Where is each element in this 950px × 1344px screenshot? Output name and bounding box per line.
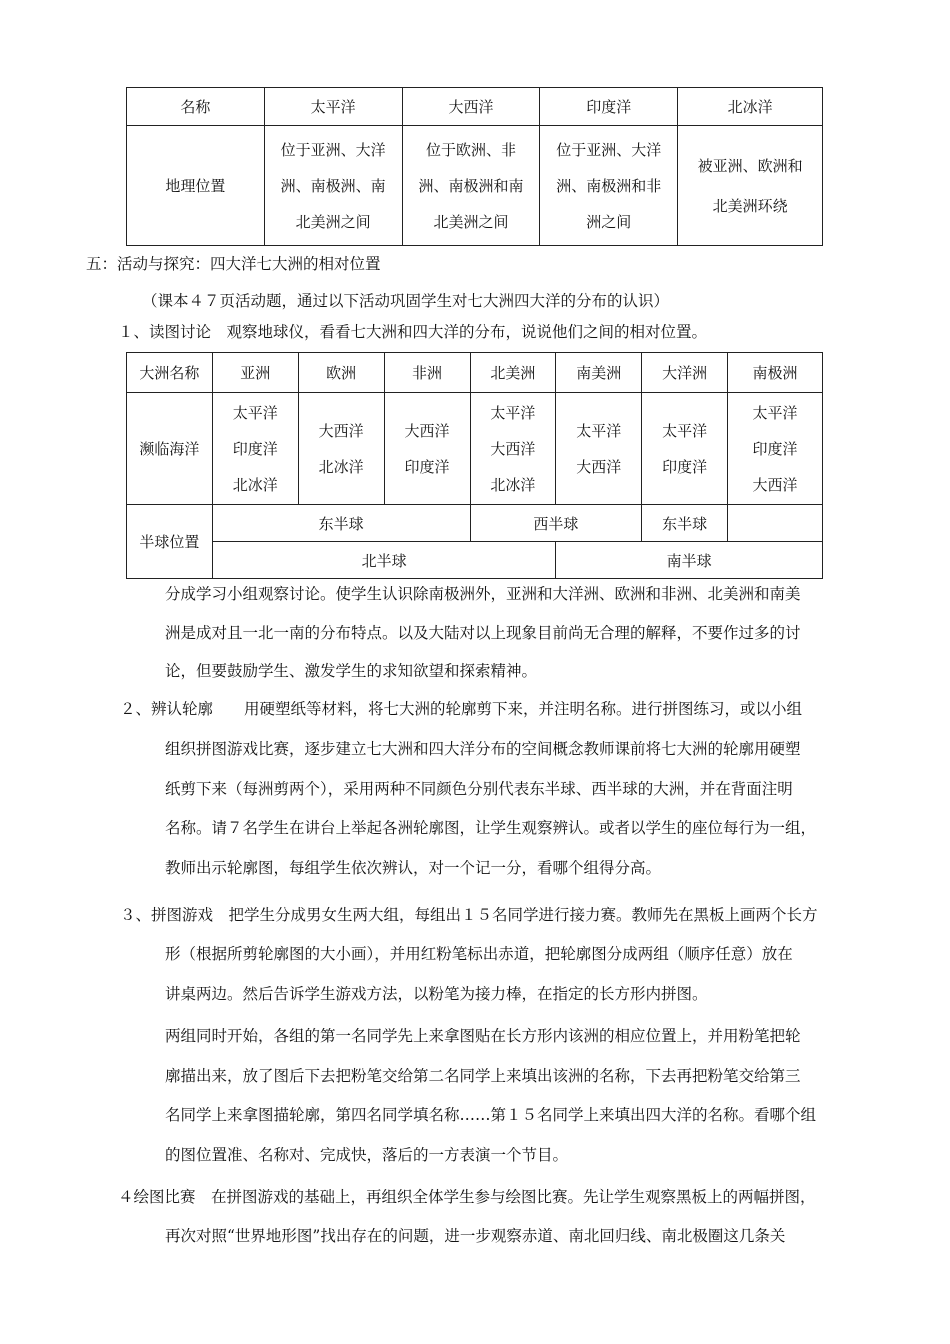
southern-hemisphere: 南半球 (556, 542, 823, 579)
eastern-hemisphere-2: 东半球 (642, 505, 728, 542)
western-hemisphere: 西半球 (470, 505, 642, 542)
atlantic-location: 位于欧洲、非 洲、南极洲和南 北美洲之间 (402, 126, 540, 246)
header-arctic: 北冰洋 (678, 88, 823, 126)
item-2-body: 组织拼图游戏比赛，逐步建立七大洲和四大洋分布的空间概念教师课前将七大洲的轮廓用硬塑 纸剪下来（每洲剪两个），采用两种不同颜色分别代表东半球、西半球的大洲，并在背面注明 名称。请７名学生在讲台上举起各洲轮廓图，让学生观察辨认。或者以学生的座位每行为一组， 教师出示轮廓图，每组学生依次辨认，对一个记一分，看哪个组得分高。 (165, 740, 817, 877)
row-label-oceans: 濒临海洋 (127, 393, 213, 505)
eastern-hemisphere-1: 东半球 (212, 505, 470, 542)
asia-oceans: 太平洋 印度洋 北冰洋 (212, 393, 298, 505)
header-indian: 印度洋 (540, 88, 678, 126)
row-label-location: 地理位置 (127, 126, 265, 246)
indian-location: 位于亚洲、大洋 洲、南极洲和非 洲之间 (540, 126, 678, 246)
header-oceania: 大洋洲 (642, 353, 728, 393)
item-3-body: 形（根据所剪轮廓图的大小画），并用红粉笔标出赤道，把轮廓图分成两组（顺序任意）放在 讲桌两边。然后告诉学生游戏方法，以粉笔为接力棒，在指定的长方形内拼图。 (165, 945, 793, 1003)
game-rules-paragraph: 两组同时开始，各组的第一名同学先上来拿图贴在长方形内该洲的相应位置上，并用粉笔把轮 廓描出来，放了图后下去把粉笔交给第二名同学上来填出该洲的名称，下去再把粉笔交给第三 名同学上来拿图描轮廓，第四名同学填名称……第１５名同学上来填出四大洋的名称。看哪个组 的图位置准、名称对、完成快，落后的一方表演一个节目。 (165, 1027, 817, 1164)
africa-oceans: 大西洋 印度洋 (384, 393, 470, 505)
header-continent-name: 大洲名称 (127, 353, 213, 393)
section-note: （课本４７页活动题，通过以下活动巩固学生对七大洲四大洋的分布的认识） (142, 292, 670, 310)
item-4-body: 再次对照“世界地形图”找出存在的问题，进一步观察赤道、南北回归线、南北极圈这几条关 (165, 1227, 786, 1245)
header-south-america: 南美洲 (556, 353, 642, 393)
header-antarctica: 南极洲 (728, 353, 823, 393)
continent-table (126, 352, 823, 579)
pacific-location: 位于亚洲、大洋 洲、南极洲、南 北美洲之间 (264, 126, 402, 246)
north-america-oceans: 太平洋 大西洋 北冰洋 (470, 393, 556, 505)
item-4-first-line: ４绘图比赛 在拼图游戏的基础上，再组织全体学生参与绘图比赛。先让学生观察黑板上的两幅拼图， (118, 1188, 816, 1206)
ocean-location-table (126, 87, 823, 246)
header-north-america: 北美洲 (470, 353, 556, 393)
header-pacific: 太平洋 (264, 88, 402, 126)
header-atlantic: 大西洋 (402, 88, 540, 126)
header-europe: 欧洲 (298, 353, 384, 393)
antarctica-oceans: 太平洋 印度洋 大西洋 (728, 393, 823, 505)
empty-cell (728, 505, 823, 542)
header-africa: 非洲 (384, 353, 470, 393)
header-name: 名称 (127, 88, 265, 126)
item-3-first-line: ３、拼图游戏 把学生分成男女生两大组，每组出１５名同学进行接力赛。教师先在黑板上画两个长方 (120, 906, 818, 924)
row-label-hemisphere: 半球位置 (127, 505, 213, 579)
section-heading: 五：活动与探究：四大洋七大洲的相对位置 (86, 255, 381, 273)
arctic-location: 被亚洲、欧洲和 北美洲环绕 (678, 126, 823, 246)
northern-hemisphere: 北半球 (212, 542, 556, 579)
europe-oceans: 大西洋 北冰洋 (298, 393, 384, 505)
item-2-first-line: ２、辨认轮廓 用硬塑纸等材料，将七大洲的轮廓剪下来，并注明名称。进行拼图练习，或以小组 (120, 700, 803, 718)
header-asia: 亚洲 (212, 353, 298, 393)
oceania-oceans: 太平洋 印度洋 (642, 393, 728, 505)
item-1: １、读图讨论 观察地球仪，看看七大洲和四大洋的分布，说说他们之间的相对位置。 (118, 323, 708, 341)
south-america-oceans: 太平洋 大西洋 (556, 393, 642, 505)
discussion-paragraph: 分成学习小组观察讨论。使学生认识除南极洲外，亚洲和大洋洲、欧洲和非洲、北美洲和南美 洲是成对且一北一南的分布特点。以及大陆对以上现象目前尚无合理的解释，不要作过多的讨 论，但要鼓励学生、激发学生的求知欲望和探索精神。 (165, 585, 801, 680)
